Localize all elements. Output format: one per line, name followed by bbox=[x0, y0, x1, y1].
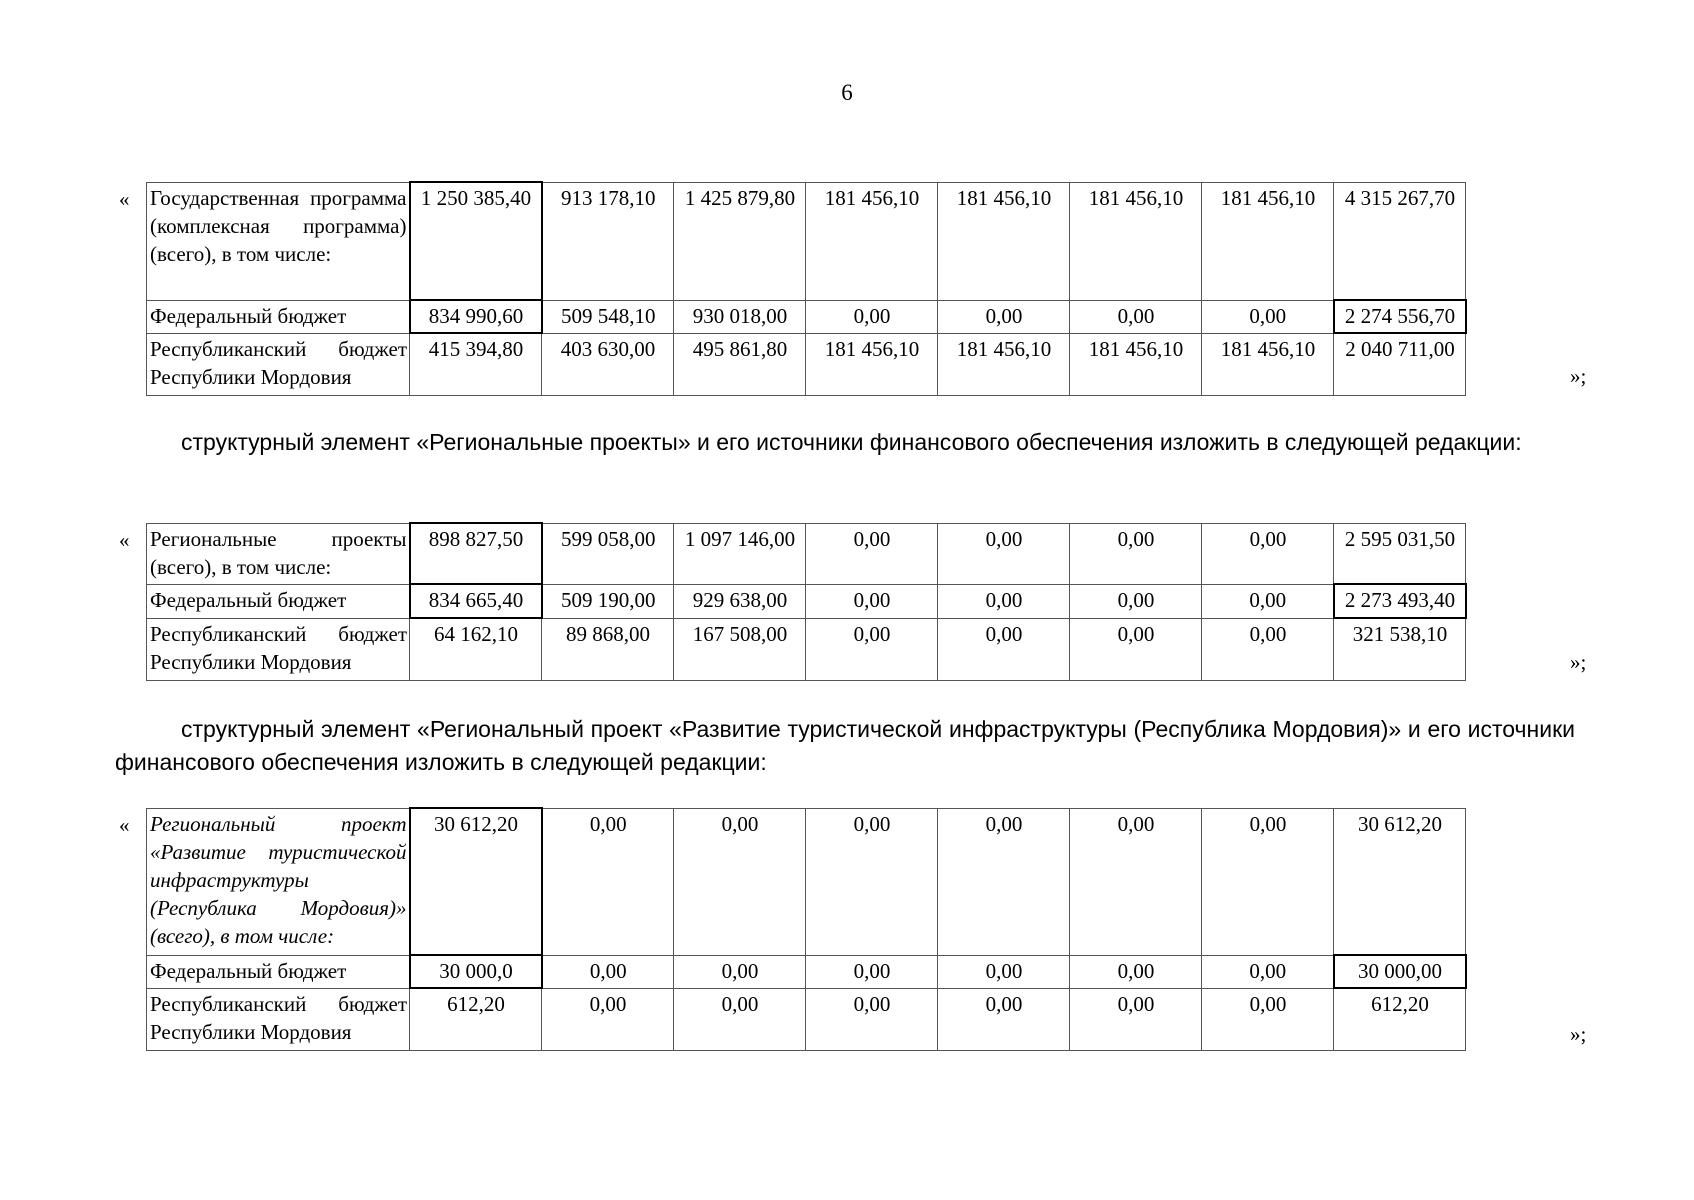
table-block-tourism-project bbox=[115, 807, 1605, 1057]
value-cell: 509 548,10 bbox=[542, 300, 674, 333]
value-cell: 0,00 bbox=[806, 584, 938, 618]
value-cell: 0,00 bbox=[938, 988, 1070, 1050]
page-number: 6 bbox=[841, 80, 853, 105]
value-cell: 321 538,10 bbox=[1334, 618, 1466, 680]
value-cell: 599 058,00 bbox=[542, 523, 674, 584]
value-cell: 0,00 bbox=[542, 955, 674, 988]
closing-quote: »; bbox=[1570, 650, 1587, 674]
paragraph-text: структурный элемент «Региональный проект «Развитие туристической инфраструктуры (Республика Мордовия)» и его источники финансового обеспечения изложить в следующей редакции: bbox=[115, 716, 1575, 775]
finance-table-state-program bbox=[146, 181, 1467, 396]
closing-quote: »; bbox=[1570, 364, 1587, 388]
value-cell: 0,00 bbox=[1070, 988, 1202, 1050]
value-cell: 0,00 bbox=[542, 808, 674, 955]
paragraph-text: структурный элемент «Региональные проекты» и его источники финансового обеспечения изложить в следующей редакции: bbox=[181, 429, 1522, 455]
value-cell: 929 638,00 bbox=[674, 584, 806, 618]
opening-quote: « bbox=[119, 813, 130, 837]
value-cell: 0,00 bbox=[1202, 988, 1334, 1050]
value-cell: 0,00 bbox=[938, 584, 1070, 618]
value-cell: 1 097 146,00 bbox=[674, 523, 806, 584]
finance-table-tourism-project bbox=[146, 807, 1467, 1051]
value-cell: 0,00 bbox=[1070, 300, 1202, 333]
paragraph-tourism-project bbox=[115, 713, 1575, 779]
table-row bbox=[147, 988, 1466, 1050]
row-label: Государственная программа (комплексная программа) (всего), в том числе: bbox=[147, 182, 410, 300]
row-label: Республиканский бюджет Республики Мордовия bbox=[147, 333, 410, 395]
value-cell: 0,00 bbox=[938, 808, 1070, 955]
value-cell: 2 274 556,70 bbox=[1334, 300, 1466, 333]
finance-table-regional-projects bbox=[146, 522, 1467, 681]
table-row bbox=[147, 300, 1466, 333]
closing-quote: »; bbox=[1570, 1022, 1587, 1046]
value-cell: 403 630,00 bbox=[542, 333, 674, 395]
value-cell: 0,00 bbox=[938, 523, 1070, 584]
value-cell: 4 315 267,70 bbox=[1334, 182, 1466, 300]
table-row bbox=[147, 808, 1466, 955]
value-cell: 0,00 bbox=[1202, 584, 1334, 618]
value-cell: 30 612,20 bbox=[410, 808, 542, 955]
value-cell: 0,00 bbox=[1202, 300, 1334, 333]
table-row bbox=[147, 955, 1466, 988]
value-cell: 0,00 bbox=[806, 300, 938, 333]
row-label: Республиканский бюджет Республики Мордовия bbox=[147, 618, 410, 680]
value-cell: 181 456,10 bbox=[1202, 182, 1334, 300]
value-cell: 0,00 bbox=[1070, 584, 1202, 618]
row-label: Республиканский бюджет Республики Мордовия bbox=[147, 988, 410, 1050]
value-cell: 0,00 bbox=[806, 988, 938, 1050]
value-cell: 509 190,00 bbox=[542, 584, 674, 618]
value-cell: 30 000,00 bbox=[1334, 955, 1466, 988]
value-cell: 1 250 385,40 bbox=[410, 182, 542, 300]
value-cell: 0,00 bbox=[1070, 808, 1202, 955]
value-cell: 0,00 bbox=[674, 955, 806, 988]
value-cell: 834 990,60 bbox=[410, 300, 542, 333]
table-row bbox=[147, 618, 1466, 680]
value-cell: 0,00 bbox=[674, 988, 806, 1050]
row-label: Федеральный бюджет bbox=[147, 584, 410, 618]
value-cell: 0,00 bbox=[1070, 523, 1202, 584]
table-row bbox=[147, 523, 1466, 584]
value-cell: 0,00 bbox=[674, 808, 806, 955]
value-cell: 612,20 bbox=[1334, 988, 1466, 1050]
value-cell: 0,00 bbox=[806, 955, 938, 988]
value-cell: 495 861,80 bbox=[674, 333, 806, 395]
value-cell: 898 827,50 bbox=[410, 523, 542, 584]
value-cell: 0,00 bbox=[1070, 955, 1202, 988]
paragraph-regional-projects bbox=[115, 426, 1575, 459]
value-cell: 2 595 031,50 bbox=[1334, 523, 1466, 584]
value-cell: 0,00 bbox=[542, 988, 674, 1050]
value-cell: 30 612,20 bbox=[1334, 808, 1466, 955]
value-cell: 181 456,10 bbox=[938, 182, 1070, 300]
value-cell: 181 456,10 bbox=[1070, 333, 1202, 395]
value-cell: 0,00 bbox=[1070, 618, 1202, 680]
row-label: Региональный проект «Развитие туристической инфраструктуры (Республика Мордовия)» (всего), в том числе: bbox=[147, 808, 410, 955]
row-label: Федеральный бюджет bbox=[147, 300, 410, 333]
value-cell: 181 456,10 bbox=[806, 182, 938, 300]
value-cell: 181 456,10 bbox=[938, 333, 1070, 395]
value-cell: 0,00 bbox=[1202, 808, 1334, 955]
value-cell: 1 425 879,80 bbox=[674, 182, 806, 300]
value-cell: 0,00 bbox=[806, 523, 938, 584]
row-label: Федеральный бюджет bbox=[147, 955, 410, 988]
value-cell: 64 162,10 bbox=[410, 618, 542, 680]
value-cell: 0,00 bbox=[938, 300, 1070, 333]
value-cell: 913 178,10 bbox=[542, 182, 674, 300]
row-label: Региональные проекты (всего), в том числе: bbox=[147, 523, 410, 584]
value-cell: 167 508,00 bbox=[674, 618, 806, 680]
table-row bbox=[147, 584, 1466, 618]
value-cell: 0,00 bbox=[1202, 523, 1334, 584]
table-block-state-program bbox=[115, 181, 1605, 401]
table-row bbox=[147, 182, 1466, 300]
value-cell: 834 665,40 bbox=[410, 584, 542, 618]
opening-quote: « bbox=[119, 187, 130, 211]
value-cell: 89 868,00 bbox=[542, 618, 674, 680]
value-cell: 2 273 493,40 bbox=[1334, 584, 1466, 618]
value-cell: 0,00 bbox=[938, 955, 1070, 988]
value-cell: 0,00 bbox=[938, 618, 1070, 680]
value-cell: 181 456,10 bbox=[806, 333, 938, 395]
table-row bbox=[147, 333, 1466, 395]
value-cell: 30 000,0 bbox=[410, 955, 542, 988]
value-cell: 181 456,10 bbox=[1202, 333, 1334, 395]
value-cell: 612,20 bbox=[410, 988, 542, 1050]
value-cell: 0,00 bbox=[1202, 955, 1334, 988]
value-cell: 181 456,10 bbox=[1070, 182, 1202, 300]
table-block-regional-projects bbox=[115, 522, 1605, 682]
value-cell: 930 018,00 bbox=[674, 300, 806, 333]
value-cell: 2 040 711,00 bbox=[1334, 333, 1466, 395]
value-cell: 415 394,80 bbox=[410, 333, 542, 395]
value-cell: 0,00 bbox=[806, 618, 938, 680]
value-cell: 0,00 bbox=[806, 808, 938, 955]
opening-quote: « bbox=[119, 528, 130, 552]
value-cell: 0,00 bbox=[1202, 618, 1334, 680]
